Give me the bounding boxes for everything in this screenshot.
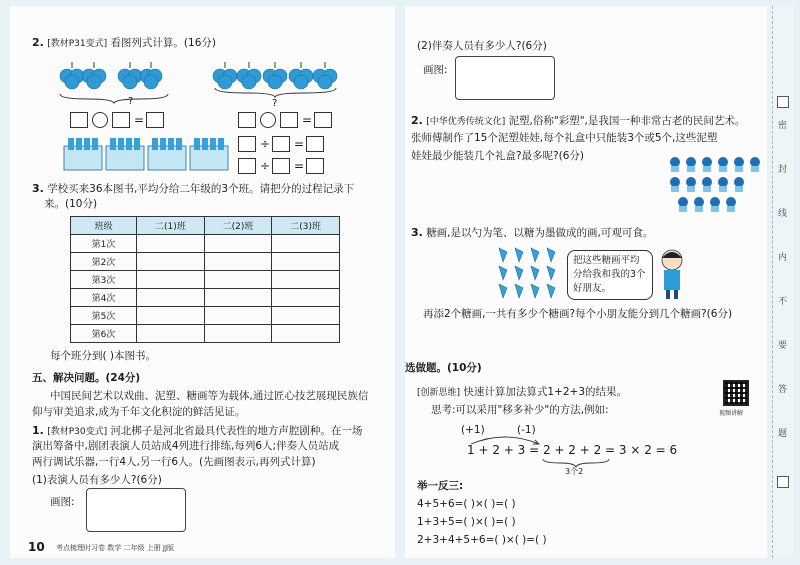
q3-result: 每个班分到( )本图书。 (50, 350, 157, 362)
table-row: 第5次 (71, 307, 340, 325)
minus-one-label: (-1) (517, 424, 536, 436)
practice-item[interactable]: 1+3+5=( )×( )=( ) (417, 516, 516, 528)
sub2-question: (2)伴奏人员有多少人?(6分) (417, 40, 547, 52)
q3-line1: 3. 学校买来36本图书,平均分给二年级的3个班。请把分的过程记录下 (32, 182, 355, 195)
answer-box[interactable] (238, 136, 256, 152)
operator-circle[interactable] (260, 112, 276, 128)
q1-line1: 1. [教材P30变式] 河北梆子是河北省最具代表性的地方声腔剧种。在一场 (32, 424, 363, 437)
bonus-title: 选做题。(10分) (405, 362, 482, 374)
answer-box[interactable] (306, 136, 324, 152)
answer-box[interactable] (146, 112, 164, 128)
bonus-question: [创新思维] 快速计算加法算式1+2+3的结果。 (417, 386, 628, 398)
answer-box[interactable] (272, 158, 290, 174)
footer-text: 考点梳理时习卷 数学 二年级 上册 JJ版 (56, 544, 175, 552)
brace-label: 3个2 (565, 467, 584, 476)
qr-caption: 视频讲解 (719, 410, 744, 417)
table-row: 第3次 (71, 271, 340, 289)
q2-line2: 张师傅制作了15个泥塑娃娃,每个礼盒中只能装3个或5个,这些泥塑 (411, 132, 718, 144)
strip-char: 不 (778, 297, 788, 307)
right-page (405, 6, 767, 558)
table-row: 第1次 (71, 235, 340, 253)
section5-intro2: 仰与审美追求,成为千年文化积淀的鲜活见证。 (32, 406, 246, 418)
divide-sign: ÷ (260, 137, 271, 151)
table-row: 第6次 (71, 325, 340, 343)
brace-right (213, 86, 338, 98)
answer-box[interactable] (238, 158, 256, 174)
equals-sign: = (294, 159, 305, 173)
strip-char: 要 (778, 341, 788, 351)
child-avatar (657, 248, 687, 300)
equals-sign: = (302, 113, 313, 127)
q3-question: 再添2个糖画,一共有多少个糖画?每个小朋友能分到几个糖画?(6分) (423, 308, 733, 320)
answer-box[interactable] (314, 112, 332, 128)
page-number: 10 (28, 540, 45, 554)
practice-item[interactable]: 2+3+4+5+6=( )×( )=( ) (417, 534, 547, 546)
divide-sign: ÷ (260, 159, 271, 173)
strip-char: 答 (778, 385, 788, 395)
cup-box-illustration (62, 134, 232, 174)
answer-box[interactable] (70, 112, 88, 128)
left-page (10, 6, 395, 558)
grape-bunches-left-illustration (55, 56, 165, 92)
brace-left (58, 92, 170, 104)
table-header: 二(3)班 (272, 217, 340, 235)
q1-sub1: (1)表演人员有多少人?(6分) (32, 474, 162, 486)
section5-title: 五、解决问题。(24分) (32, 372, 141, 384)
q3-line2: 来。(10分) (44, 198, 98, 210)
practice-item[interactable]: 4+5+6=( )×( )=( ) (417, 498, 516, 510)
section5-intro1: 中国民间艺术以戏曲、泥塑、糖画等为载体,通过匠心技艺展现民族信 (50, 390, 369, 402)
q3-line: 3. 糖画,是以勺为笔、以糖为墨做成的画,可观可食。 (411, 226, 654, 239)
answer-box[interactable] (112, 112, 130, 128)
drawing-area[interactable] (86, 488, 186, 532)
draw-label: 画图: (423, 64, 448, 76)
margin-marker (777, 96, 789, 108)
strip-char: 线 (778, 209, 788, 219)
distribution-table (70, 216, 340, 343)
q1-line2: 演出筹备中,剧团表演人员站成4列进行排练,每列6人;伴奏人员站成 (32, 440, 340, 452)
strip-char: 密 (778, 121, 788, 131)
seal-line-strip (772, 6, 794, 558)
draw-label: 画图: (50, 496, 75, 508)
speech-bubble: 把这些糖画平均 分给我和我的3个 好朋友。 (567, 250, 653, 300)
plus-one-label: (+1) (461, 424, 485, 436)
drawing-area[interactable] (455, 56, 555, 100)
table-row: 第4次 (71, 289, 340, 307)
sugar-paintings-illustration (495, 244, 565, 304)
clay-dolls-illustration (667, 154, 763, 212)
practice-title: 举一反三: (417, 480, 464, 492)
strip-char: 封 (778, 165, 788, 175)
equals-sign: = (294, 137, 305, 151)
answer-box[interactable] (306, 158, 324, 174)
question-mark-left: ? (128, 96, 134, 107)
operator-circle[interactable] (92, 112, 108, 128)
table-header: 二(2)班 (204, 217, 272, 235)
strip-char: 题 (778, 429, 788, 439)
q2-line3: 娃娃最少能装几个礼盒?最多呢?(6分) (411, 150, 585, 162)
q2-line1: 2. [中华优秀传统文化] 泥塑,俗称"彩塑",是我国一种非常古老的民间艺术。 (411, 114, 746, 127)
table-row: 第2次 (71, 253, 340, 271)
qr-code[interactable] (723, 380, 749, 406)
equation: 1 + 2 + 3 = 2 + 2 + 2 = 3 × 2 = 6 (467, 443, 678, 457)
margin-marker (777, 476, 789, 488)
answer-box[interactable] (238, 112, 256, 128)
q1-line3: 两行调试乐器,一行4人,另一行6人。(先画图表示,再列式计算) (32, 456, 316, 468)
table-header: 班级 (71, 217, 137, 235)
equals-sign: = (134, 113, 145, 127)
question-mark-right: ? (272, 98, 278, 109)
answer-box[interactable] (280, 112, 298, 128)
think-text: 思考:可以采用"移多补少"的方法,例如: (431, 404, 609, 416)
strip-char: 内 (778, 253, 788, 263)
answer-box[interactable] (272, 136, 290, 152)
q2-heading: 2. [教材P31变式] 看图列式计算。(16分) (32, 36, 216, 49)
table-header: 二(1)班 (137, 217, 205, 235)
